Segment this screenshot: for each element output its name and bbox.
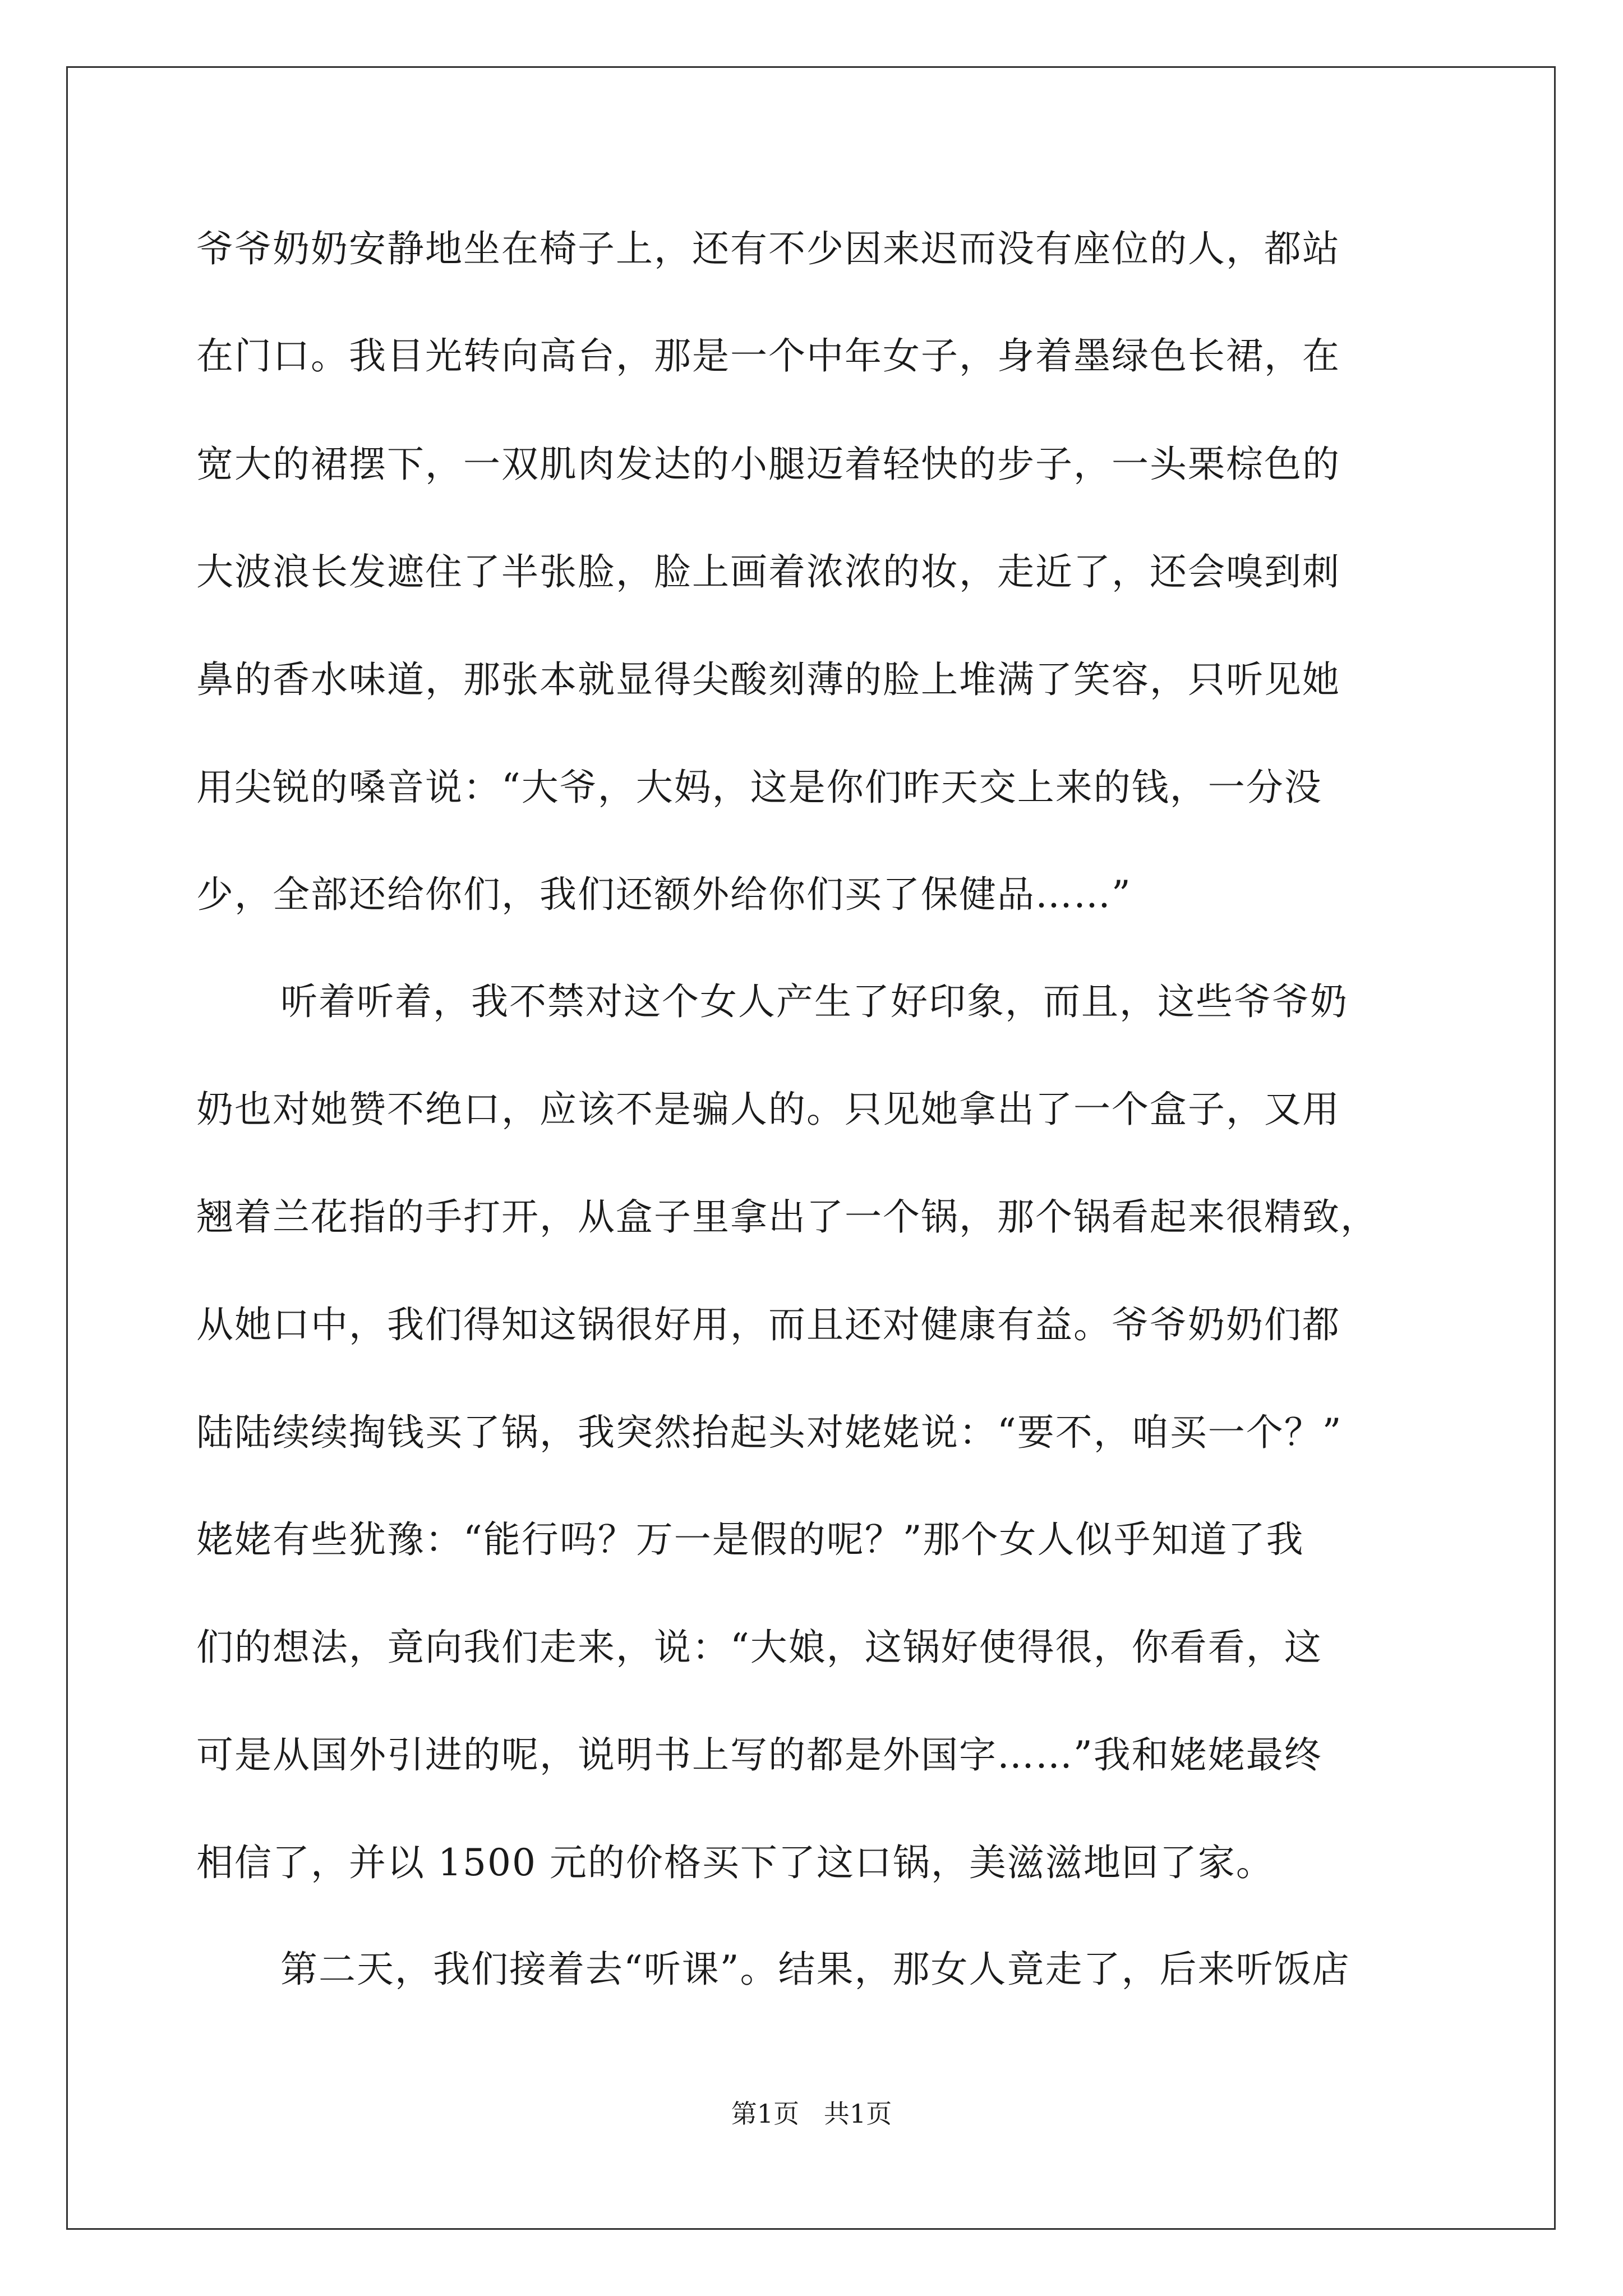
paragraph-first-line: 听着听着，我不禁对这个女人产生了好印象，而且，这些爷爷奶 [280,980,1348,1023]
text-line: 翘着兰花指的手打开，从盒子里拿出了一个锅，那个锅看起来很精致， [196,1195,1378,1239]
text-line: 用尖锐的嗓音说：“大爷，大妈，这是你们昨天交上来的钱，一分没 [196,766,1322,809]
text-line: 宽大的裙摆下，一双肌肉发达的小腿迈着轻快的步子，一头栗棕色的 [196,443,1340,486]
text-line: 陆陆续续掏钱买了锅，我突然抬起头对姥姥说：“要不，咱买一个？” [196,1411,1343,1454]
text-line: 们的想法，竟向我们走来，说：“大娘，这锅好使得很，你看看，这 [196,1626,1322,1669]
text-line: 少，全部还给你们，我们还额外给你们买了保健品……” [196,873,1132,916]
text-line: 可是从国外引进的呢，说明书上写的都是外国字……”我和姥姥最终 [196,1733,1322,1777]
text-line: 从她口中，我们得知这锅很好用，而且还对健康有益。爷爷奶奶们都 [196,1303,1340,1346]
text-line: 奶也对她赞不绝口，应该不是骗人的。只见她拿出了一个盒子，又用 [196,1088,1340,1131]
text-line: 相信了，并以 1500 元的价格买下了这口锅，美滋滋地回了家。 [196,1841,1274,1884]
text-line: 爷爷奶奶安静地坐在椅子上，还有不少因来迟而没有座位的人，都站 [196,227,1340,270]
page-footer: 第1页 共1页 [731,2099,892,2129]
paragraph-first-line: 第二天，我们接着去“听课”。结果，那女人竟走了，后来听饭店 [280,1948,1350,1991]
text-line: 大波浪长发遮住了半张脸，脸上画着浓浓的妆，走近了，还会嗅到刺 [196,550,1340,593]
text-line: 在门口。我目光转向高台，那是一个中年女子，身着墨绿色长裙，在 [196,334,1340,378]
page-border [66,66,1556,2230]
text-line: 鼻的香水味道，那张本就显得尖酸刻薄的脸上堆满了笑容，只听见她 [196,658,1340,701]
text-line: 姥姥有些犹豫：“能行吗？万一是假的呢？”那个女人似乎知道了我 [196,1518,1304,1561]
